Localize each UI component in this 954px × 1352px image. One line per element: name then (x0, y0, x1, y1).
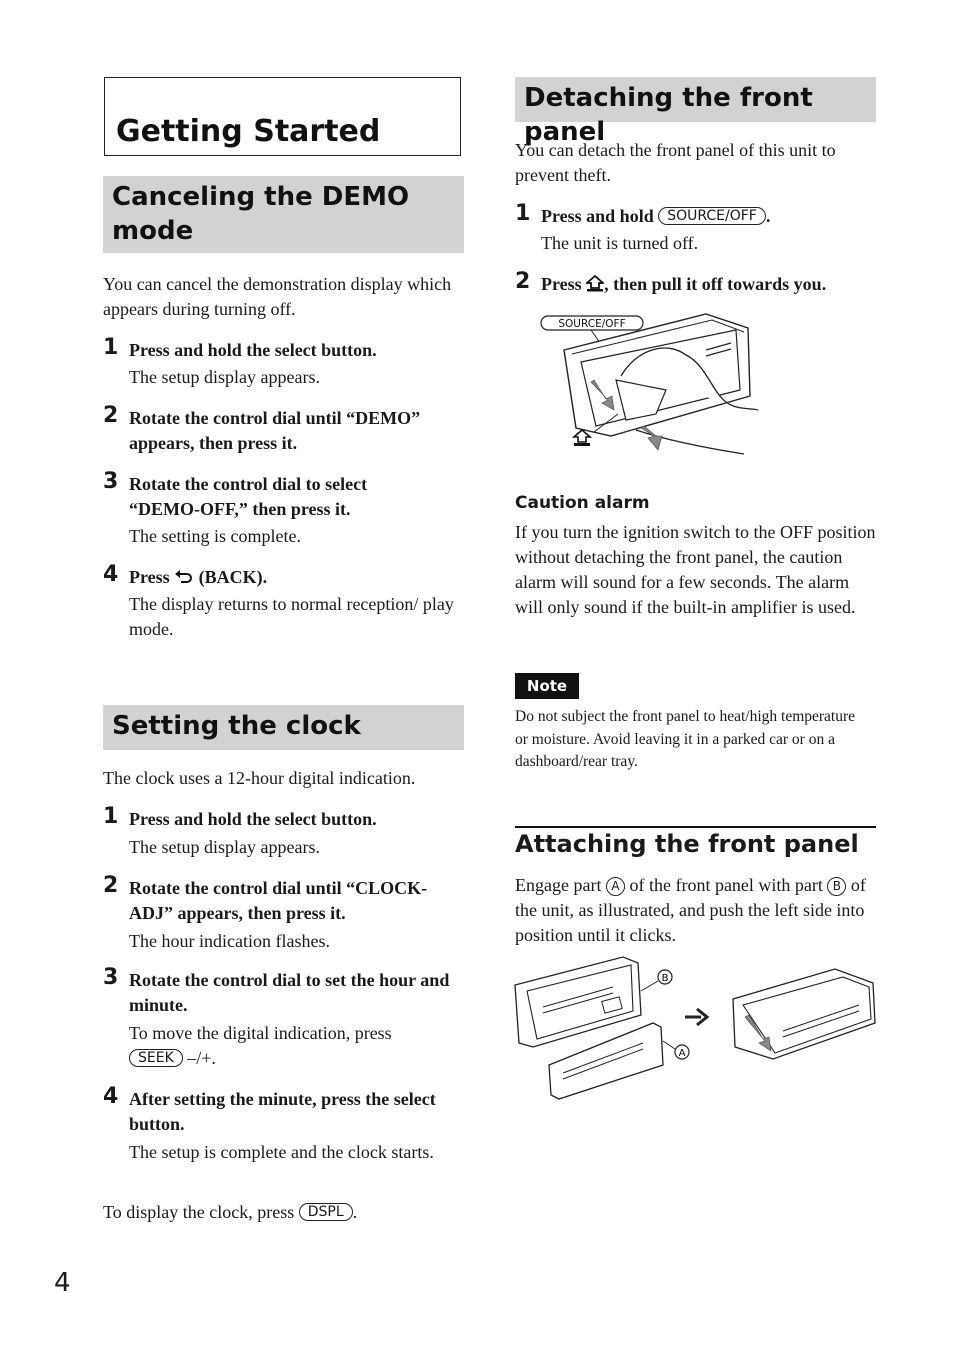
step-result-b: –/+. (187, 1048, 216, 1068)
section-title-clock: Setting the clock (112, 711, 361, 741)
step-text-b: . (765, 206, 771, 226)
detach-intro: You can detach the front panel of this unit to prevent theft. (515, 140, 836, 185)
figure-source-off-label: SOURCE/OFF (558, 318, 626, 330)
step-text: After setting the minute, press the select button. (129, 1089, 436, 1134)
step-result (129, 1021, 439, 1071)
step-number: 4 (103, 562, 119, 587)
step-number: 1 (103, 335, 119, 360)
step-text-b: , then pull it off towards you. (604, 274, 827, 294)
step-number: 3 (103, 469, 119, 494)
step-number: 2 (103, 873, 119, 898)
note-text: Do not subject the front panel to heat/high temperature or moisture. Avoid leaving it in a parked car or on a dashboard/rear tray. (515, 708, 856, 770)
release-button-icon (586, 275, 604, 292)
step-text: Press and hold the select button. (129, 809, 377, 829)
step-result-a: To move the digital indication, press (129, 1023, 392, 1043)
step-result: The setup is complete and the clock starts. (129, 1142, 434, 1162)
attach-text-b: of the front panel with part (629, 875, 823, 895)
clock-footer-period: . (352, 1202, 358, 1222)
step-number: 4 (103, 1084, 119, 1109)
detach-panel-illustration (536, 310, 766, 460)
chapter-title: Getting Started (116, 114, 381, 149)
step-number: 2 (515, 269, 531, 294)
step-text: Rotate the control dial until “DEMO” appears, then press it. (129, 408, 421, 453)
step-text (541, 272, 876, 297)
step-text (129, 565, 464, 590)
step-text-b: (BACK). (198, 567, 268, 587)
attach-text-c: of the unit, as illustrated, and push the left side into position until it clicks. (515, 875, 866, 945)
step-result: The unit is turned off. (541, 233, 699, 253)
clock-footer-text: To display the clock, press (103, 1202, 295, 1222)
step-result: The setting is complete. (129, 526, 301, 546)
step-text: Press and hold the select button. (129, 340, 377, 360)
note-tag: Note (515, 673, 579, 699)
step-result: The setup display appears. (129, 837, 320, 857)
step-result: The setup display appears. (129, 367, 320, 387)
section-header-detach (515, 77, 876, 147)
step-result: The hour indication flashes. (129, 931, 330, 951)
section-rule (515, 826, 876, 828)
clock-intro: The clock uses a 12-hour digital indication. (103, 768, 416, 788)
step-text-a: Press (541, 274, 582, 294)
section-title-detach: Detaching the front panel (524, 83, 813, 147)
step-number: 2 (103, 403, 119, 428)
caution-title: Caution alarm (515, 493, 650, 513)
source-off-key: SOURCE/OFF (658, 207, 766, 225)
step-text-a: Press and hold (541, 206, 654, 226)
caution-text: If you turn the ignition switch to the OFF position without detaching the front panel, the caution alarm will sound for a few seconds. The alarm will only sound if the built-in amplifier is used. (515, 522, 876, 617)
step-number: 1 (515, 201, 531, 226)
page-number: 4 (54, 1268, 71, 1298)
section-header-clock (103, 705, 464, 750)
clock-footer (103, 1200, 464, 1225)
chapter-title-box (104, 77, 461, 156)
attach-text-a: Engage part (515, 875, 602, 895)
step-number: 3 (103, 965, 119, 990)
section-title-attach: Attaching the front panel (515, 830, 859, 858)
figure-mark-b: B (661, 973, 669, 984)
figure-mark-a: A (678, 1048, 686, 1059)
part-a-mark: A (606, 877, 625, 896)
dspl-key: DSPL (299, 1203, 353, 1221)
step-text-a: Press (129, 567, 170, 587)
step-number: 1 (103, 804, 119, 829)
part-b-mark: B (827, 877, 846, 896)
section-header-demo (103, 176, 464, 253)
section-title-demo: Canceling the DEMO mode (112, 182, 410, 246)
figure-release-icon (574, 430, 590, 446)
back-arrow-icon (174, 569, 194, 585)
seek-key: SEEK (129, 1049, 183, 1067)
attach-text (515, 873, 876, 948)
step-result: The display returns to normal reception/ play mode. (129, 594, 454, 639)
attach-panel-illustration (513, 955, 879, 1105)
step-text: Rotate the control dial until “CLOCK-ADJ” appears, then press it. (129, 878, 428, 923)
step-text: Rotate the control dial to select “DEMO-OFF,” then press it. (129, 474, 368, 519)
step-text (541, 204, 876, 229)
step-text: Rotate the control dial to set the hour and minute. (129, 970, 450, 1015)
demo-intro: You can cancel the demonstration display which appears during turning off. (103, 274, 452, 319)
